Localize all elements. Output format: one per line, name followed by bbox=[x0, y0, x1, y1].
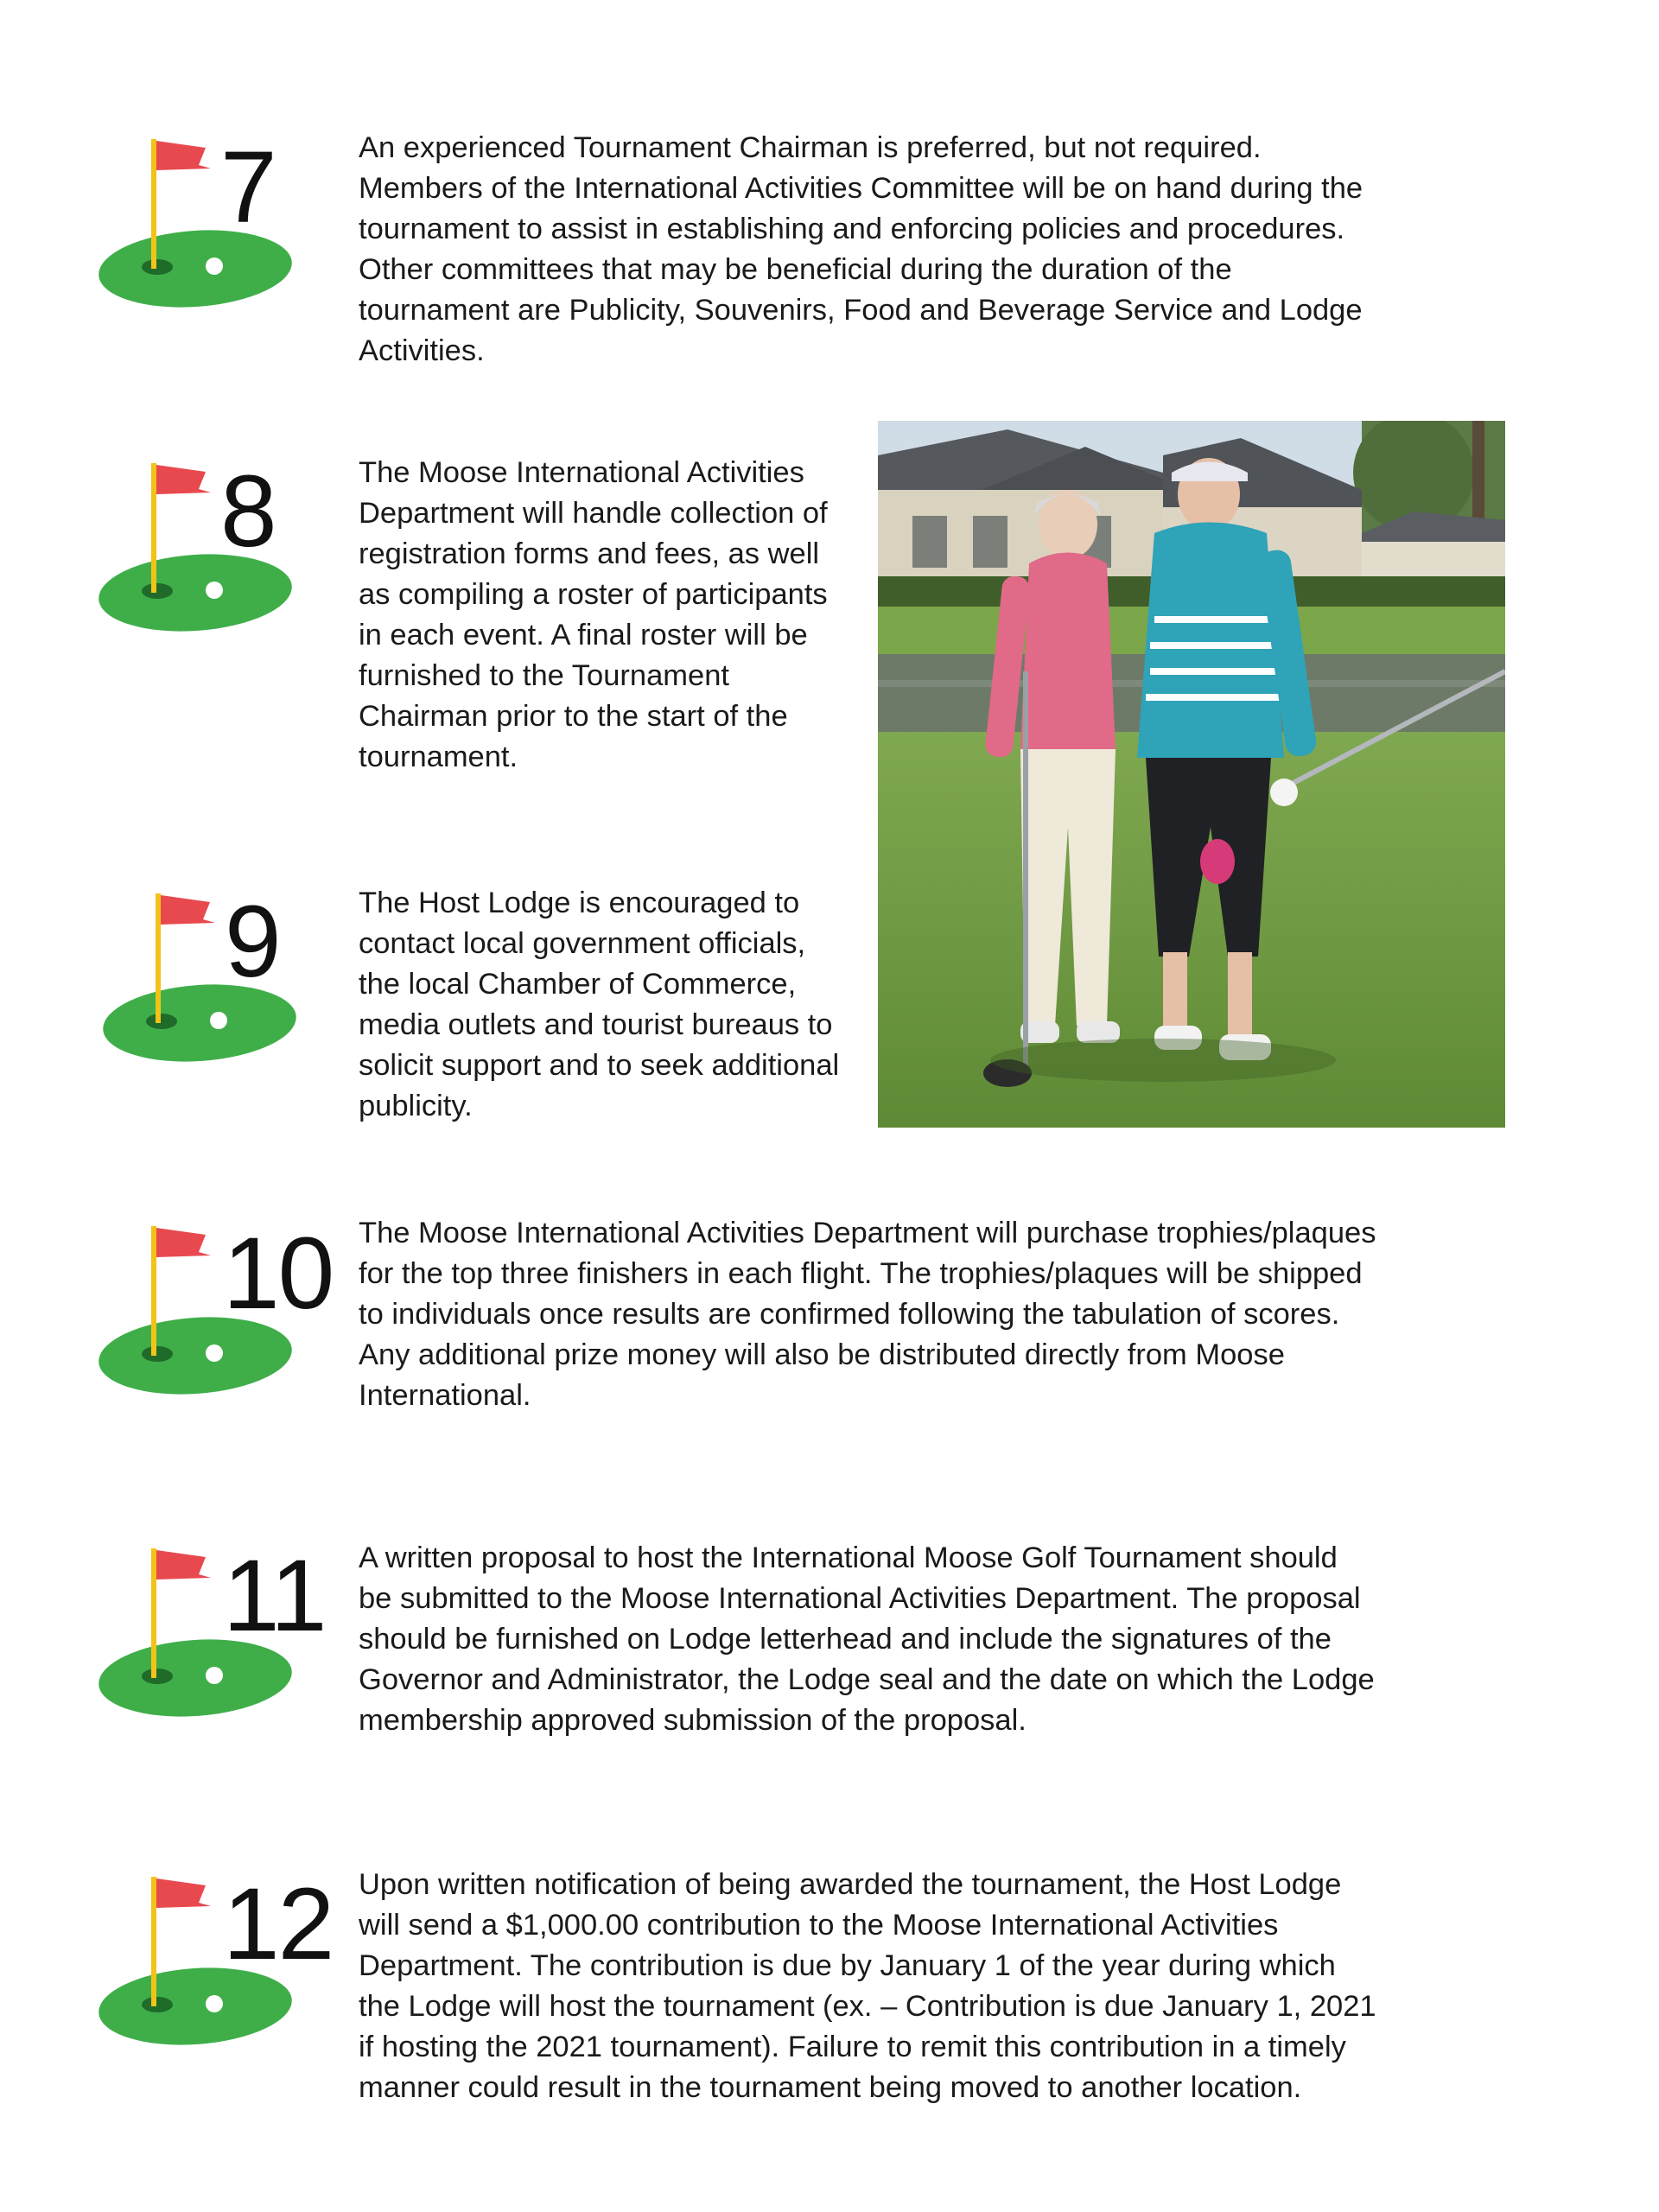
item-text: The Host Lodge is encouraged to contact local government officials, the local Chamber of Commerce, media outlets and tourist bureaus to solicit support and to seek additional publicity. bbox=[359, 887, 840, 1122]
golfers-photo bbox=[878, 421, 1505, 1128]
item-number: 10 bbox=[223, 1217, 334, 1331]
item-text: An experienced Tournament Chairman is preferred, but not required. Members of the International Activities Committee will be on hand during the tournament to assist in establishing and enforcing policies and procedures. Other committees that may be beneficial during the duration of the tournament are Publicity, Souvenirs, Food and Beverage Service and Lodge Activities. bbox=[359, 131, 1363, 367]
item-text: The Moose International Activities Department will handle collection of registration forms and fees, as well as compiling a roster of participants in each event. A final roster will be furnished to the Tournament Chairman prior to the start of the tournament. bbox=[359, 456, 828, 773]
item-number: 8 bbox=[220, 454, 276, 569]
item-number: 12 bbox=[223, 1867, 334, 1981]
item-number: 7 bbox=[220, 130, 276, 245]
item-text: A written proposal to host the International Moose Golf Tournament should be submitted to the Moose International Activities Department. The proposal should be furnished on Lodge letterhead and include the signatures of the Governor and Administrator, the Lodge seal and the date on which the Lodge membership approved submission of the proposal. bbox=[359, 1541, 1375, 1737]
item-text: The Moose International Activities Department will purchase trophies/plaques for the top three finishers in each flight. The trophies/plaques will be shipped to individuals once results are confirmed following the tabulation of scores. Any additional prize money will also be distributed directly from Moose International. bbox=[359, 1217, 1376, 1412]
item-number: 11 bbox=[223, 1539, 326, 1653]
item-number: 9 bbox=[225, 885, 280, 999]
item-text: Upon written notification of being awarded the tournament, the Host Lodge will send a $1,000.00 contribution to the Moose International Activities Department. The contribution is due by January 1 of the year during which the Lodge will host the tournament (ex. – Contribution is due January 1, 2021 if hosting the 2021 tournament). Failure to remit this contribution in a timely manner could result in the tournament being moved to another location. bbox=[359, 1868, 1376, 2104]
